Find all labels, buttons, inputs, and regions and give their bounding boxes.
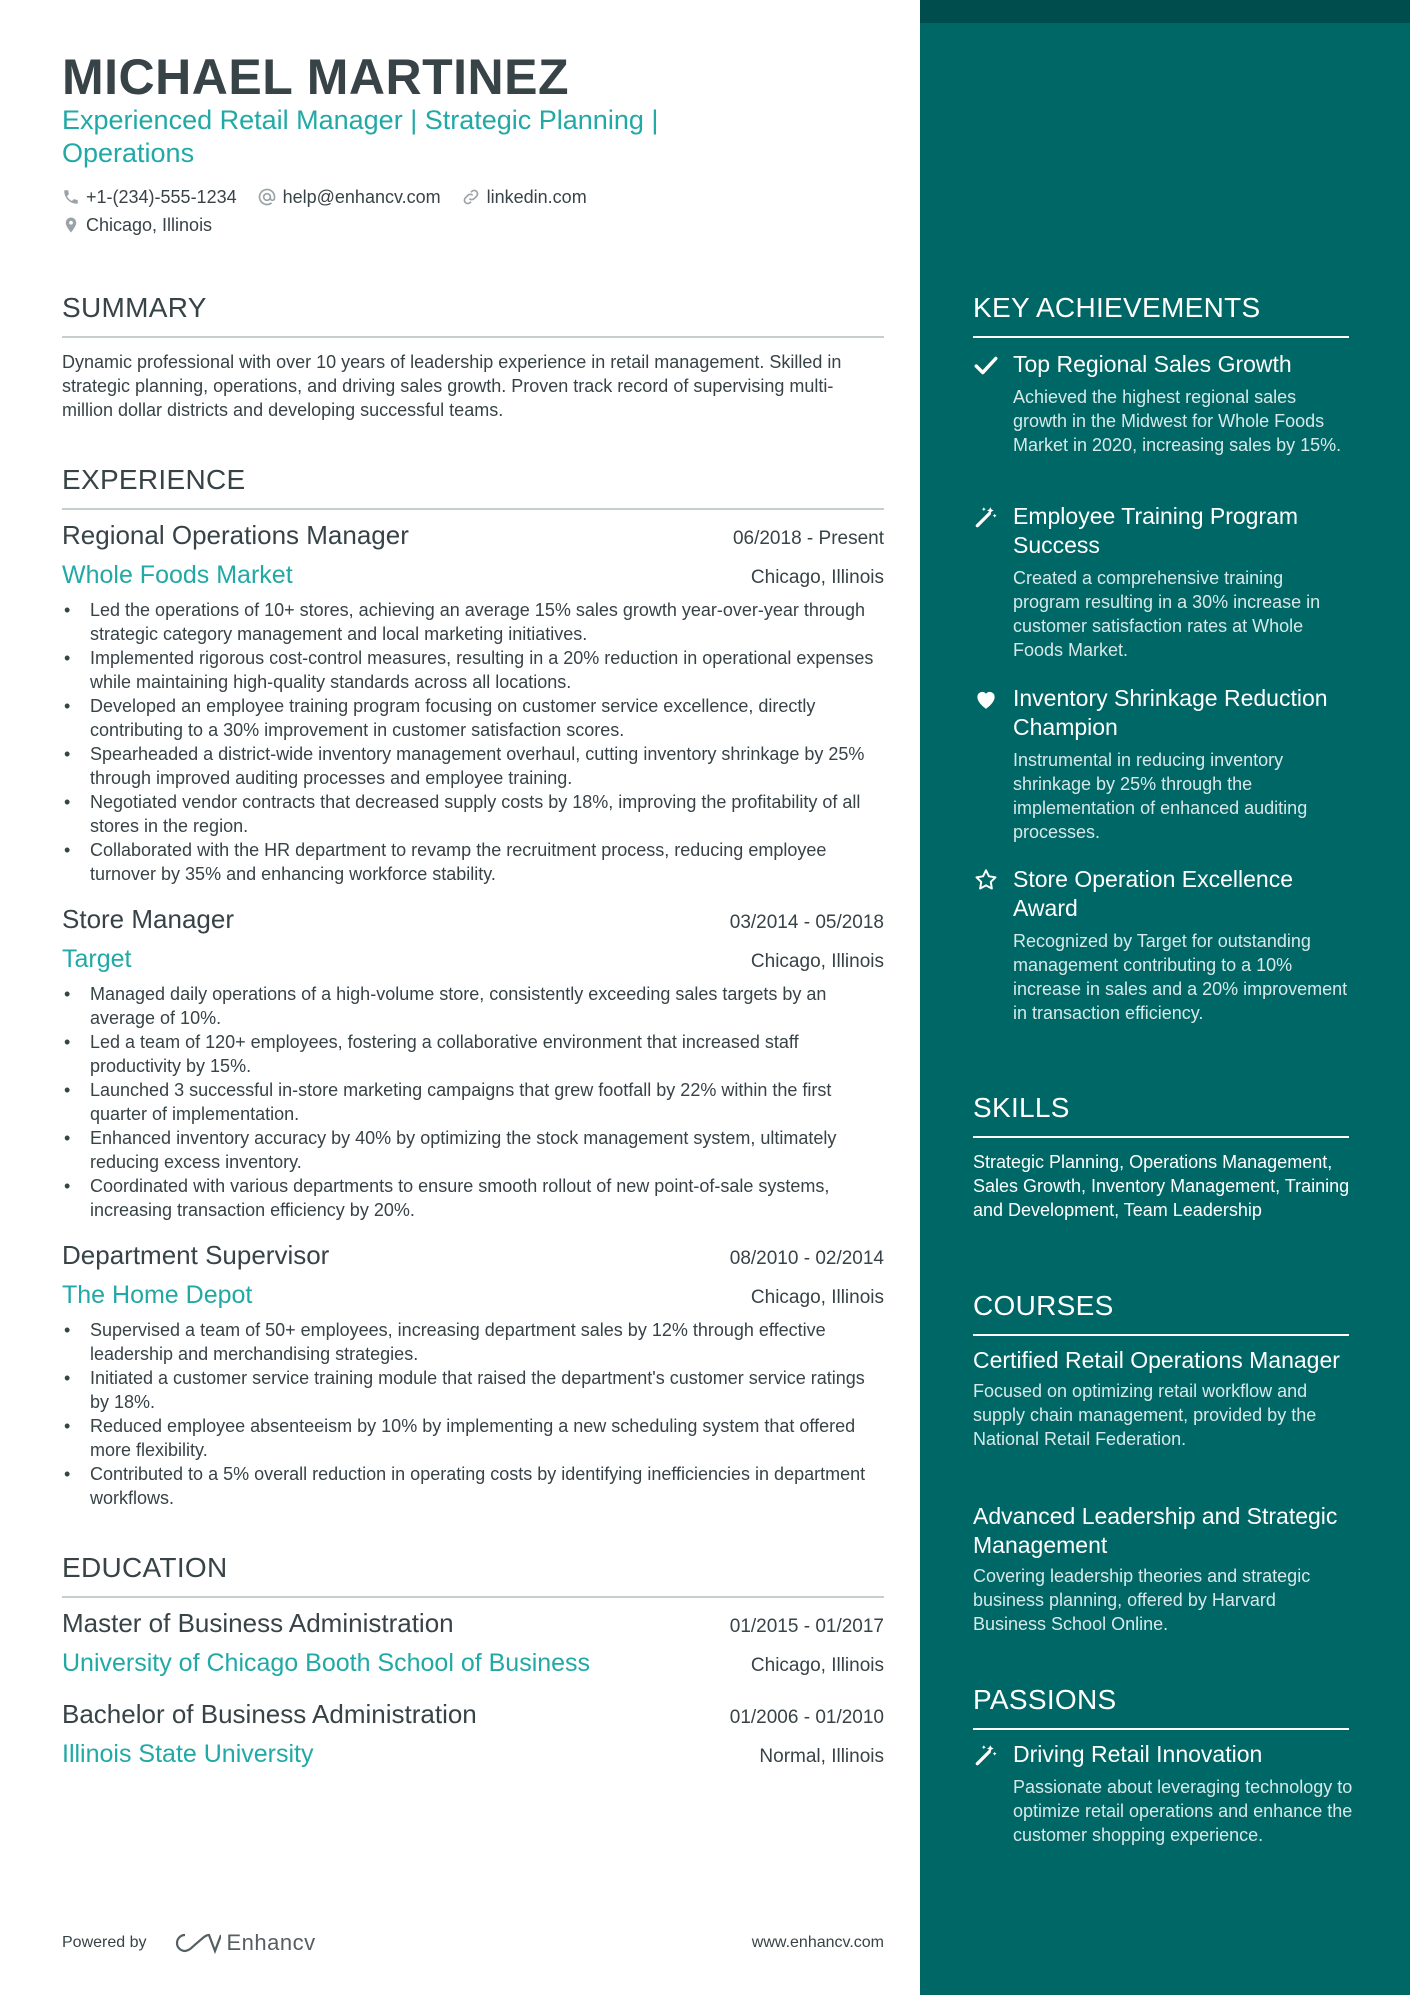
phone-text: +1-(234)-555-1234 [86, 186, 237, 207]
candidate-name: MICHAEL MARTINEZ [62, 49, 570, 105]
course-desc: Focused on optimizing retail workflow and supply chain management, provided by the National Retail Federation. [973, 1381, 1317, 1449]
achievement-desc: Instrumental in reducing inventory shrinkage by 25% through the implementation of enhanced auditing processes. [1013, 750, 1308, 842]
education-location: Chicago, Illinois [750, 1655, 884, 1676]
bullet-item: • Developed an employee training program focusing on customer service excellence, directly contributing to a 30% improvement in customer satisfaction scores. [62, 694, 884, 742]
education-dates: 01/2006 - 01/2010 [729, 1707, 884, 1728]
job-bullets [62, 598, 884, 886]
linkedin-contact[interactable] [461, 187, 587, 208]
achievement-item [973, 684, 1353, 844]
course-item [973, 1346, 1353, 1451]
headline [62, 104, 702, 170]
bullet-item: • Negotiated vendor contracts that decreased supply costs by 18%, improving the profitability of all stores in the region. [62, 790, 884, 838]
course-item [973, 1502, 1353, 1636]
linkedin-text: linkedin.com [486, 186, 587, 207]
bullet-item: • Launched 3 successful in-store marketing campaigns that grew footfall by 22% within the first quarter of implementation. [62, 1078, 884, 1126]
location-text: Chicago, Illinois [86, 214, 213, 235]
company-name[interactable]: Target [62, 945, 132, 973]
check-icon [973, 352, 999, 378]
job-entry [62, 904, 884, 1222]
phone-contact[interactable] [62, 187, 237, 208]
job-bullets [62, 982, 884, 1222]
magic-wand-icon [973, 504, 999, 530]
bullet-item: • Spearheaded a district-wide inventory management overhaul, cutting inventory shrinkage by 25% through improved auditing processes and employee training. [62, 742, 884, 790]
education-entry [62, 1608, 884, 1678]
courses-heading: COURSES [973, 1290, 1349, 1336]
achievement-item [973, 350, 1353, 457]
education-heading: EDUCATION [62, 1552, 884, 1598]
bullet-item: • Managed daily operations of a high-volume store, consistently exceeding sales targets by an average of 10%. [62, 982, 884, 1030]
education-location: Normal, Illinois [759, 1746, 884, 1767]
brand [62, 1930, 316, 1956]
sidebar [920, 0, 1410, 1995]
summary-text: Dynamic professional with over 10 years of leadership experience in retail management. Skilled in strategic planning, operations, and driving sales growth. Proven track record of supervising multi-million dollar districts and developing successful teams. [62, 352, 842, 420]
bullet-item: • Implemented rigorous cost-control measures, resulting in a 20% reduction in operational expenses while maintaining high-quality standards across all locations. [62, 646, 884, 694]
job-location: Chicago, Illinois [750, 567, 884, 588]
enhancv-logo-icon [173, 1931, 221, 1955]
job-dates: 08/2010 - 02/2014 [729, 1248, 884, 1269]
passions-heading: PASSIONS [973, 1684, 1349, 1730]
achievements-heading: KEY ACHIEVEMENTS [973, 292, 1349, 338]
achievement-desc: Recognized by Target for outstanding management contributing to a 10% increase in sales and a 20% improvement in transaction efficiency. [1013, 931, 1348, 1023]
contact-info [62, 184, 882, 240]
headline-line: Operations [62, 138, 195, 168]
education-dates: 01/2015 - 01/2017 [729, 1616, 884, 1637]
degree: Bachelor of Business Administration [62, 1699, 477, 1729]
achievement-title: Inventory Shrinkage Reduction Champion [1013, 685, 1328, 740]
powered-by-label: Powered by [62, 1934, 147, 1951]
skills-heading: SKILLS [973, 1092, 1349, 1138]
summary-heading: SUMMARY [62, 292, 884, 338]
achievement-desc: Created a comprehensive training program resulting in a 30% increase in customer satisfaction rates at Whole Foods Market. [1013, 568, 1321, 660]
link-icon [461, 187, 481, 207]
course-title: Advanced Leadership and Strategic Management [973, 1503, 1338, 1558]
email-contact[interactable] [257, 187, 441, 208]
school-name[interactable]: University of Chicago Booth School of Business [62, 1649, 591, 1677]
bullet-item: • Coordinated with various departments to ensure smooth rollout of new point-of-sale systems, increasing transaction efficiency by 20%. [62, 1174, 884, 1222]
star-icon [973, 867, 999, 893]
bullet-item: • Led a team of 120+ employees, fostering a collaborative environment that increased staff productivity by 15%. [62, 1030, 884, 1078]
skills-text: Strategic Planning, Operations Management, Sales Growth, Inventory Management, Training and Development, Team Leadership [973, 1152, 1350, 1220]
company-name[interactable]: The Home Depot [62, 1281, 253, 1309]
location-contact [62, 215, 212, 236]
phone-icon [62, 188, 80, 206]
achievement-title: Top Regional Sales Growth [1013, 351, 1292, 377]
job-title: Store Manager [62, 904, 234, 934]
footer [62, 1930, 884, 1956]
achievement-item [973, 502, 1353, 662]
achievement-title: Store Operation Excellence Award [1013, 866, 1293, 921]
brand-name: Enhancv [226, 1930, 316, 1955]
heart-icon [973, 686, 999, 712]
bullet-item: • Enhanced inventory accuracy by 40% by optimizing the stock management system, ultimately reducing excess inventory. [62, 1126, 884, 1174]
degree: Master of Business Administration [62, 1608, 454, 1638]
passion-desc: Passionate about leveraging technology to optimize retail operations and enhance the customer shopping experience. [1013, 1777, 1353, 1845]
at-icon [257, 187, 277, 207]
job-bullets [62, 1318, 884, 1510]
sidebar-top-bar [920, 0, 1410, 23]
magic-wand-icon [973, 1742, 999, 1768]
achievement-title: Employee Training Program Success [1013, 503, 1299, 558]
headline-line: Experienced Retail Manager | Strategic Planning | [62, 105, 659, 135]
education-entry [62, 1699, 884, 1769]
bullet-item: • Contributed to a 5% overall reduction in operating costs by identifying inefficiencies in department workflows. [62, 1462, 884, 1510]
job-entry [62, 1240, 884, 1510]
school-name[interactable]: Illinois State University [62, 1740, 314, 1768]
passion-item [973, 1740, 1353, 1847]
job-title: Regional Operations Manager [62, 520, 409, 550]
course-desc: Covering leadership theories and strategic business planning, offered by Harvard Business School Online. [973, 1566, 1311, 1634]
passion-title: Driving Retail Innovation [1013, 1741, 1263, 1767]
bullet-item: • Reduced employee absenteeism by 10% by implementing a new scheduling system that offered more flexibility. [62, 1414, 884, 1462]
job-entry [62, 520, 884, 886]
job-dates: 03/2014 - 05/2018 [729, 912, 884, 933]
bullet-item: • Collaborated with the HR department to revamp the recruitment process, reducing employee turnover by 35% and enhancing workforce stability. [62, 838, 884, 886]
experience-heading: EXPERIENCE [62, 464, 884, 510]
course-title: Certified Retail Operations Manager [973, 1347, 1340, 1373]
bullet-item: • Supervised a team of 50+ employees, increasing department sales by 12% through effective leadership and merchandising strategies. [62, 1318, 884, 1366]
company-name[interactable]: Whole Foods Market [62, 561, 293, 589]
job-dates: 06/2018 - Present [732, 528, 884, 549]
job-title: Department Supervisor [62, 1240, 330, 1270]
job-location: Chicago, Illinois [750, 1287, 884, 1308]
achievement-item [973, 865, 1353, 1025]
achievement-desc: Achieved the highest regional sales growth in the Midwest for Whole Foods Market in 2020, increasing sales by 15%. [1013, 387, 1342, 455]
bullet-item: • Led the operations of 10+ stores, achieving an average 15% sales growth year-over-year through strategic category management and local marketing initiatives. [62, 598, 884, 646]
location-pin-icon [62, 215, 80, 235]
bullet-item: • Initiated a customer service training module that raised the department's customer service ratings by 18%. [62, 1366, 884, 1414]
footer-url[interactable]: www.enhancv.com [751, 1934, 884, 1951]
job-location: Chicago, Illinois [750, 951, 884, 972]
email-text: help@enhancv.com [282, 186, 441, 207]
